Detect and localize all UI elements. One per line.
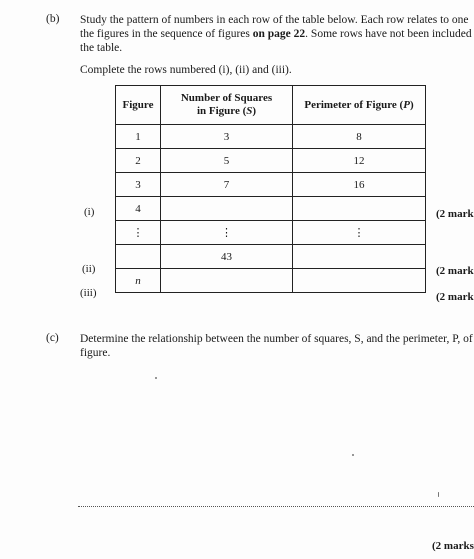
cell-perimeter: 8: [293, 125, 426, 149]
table-header-row: [116, 86, 426, 125]
marks-c: (2 marks: [432, 540, 474, 552]
part-c-line-2: figure.: [80, 347, 111, 359]
header-squares-line1: Number of Squares: [180, 92, 273, 104]
table-row: [116, 125, 426, 149]
table-row-iii: [116, 269, 426, 293]
answer-cell-squares[interactable]: [161, 269, 293, 293]
part-c-line-1: Determine the relationship between the number of squares, S, and the perimeter, P, of: [80, 333, 473, 345]
scan-speck: [352, 454, 354, 456]
header-squares-var: S: [246, 105, 253, 117]
page-reference: on page 22: [252, 28, 306, 40]
answer-line[interactable]: [78, 506, 474, 507]
table-row: [116, 173, 426, 197]
part-b-label: (b): [46, 13, 60, 25]
instruction: Complete the rows numbered (i), (ii) and (iii).: [80, 64, 292, 76]
header-figure: Figure: [116, 86, 161, 125]
part-b-question: [80, 13, 472, 55]
question-line-2-text: the figures in the sequence of figures: [80, 28, 253, 40]
cell-figure: 3: [116, 173, 161, 197]
question-line-1: Study the pattern of numbers in each row of the table below. Each row relates to one: [80, 14, 469, 26]
cell-squares: 43: [161, 245, 293, 269]
row-label-ii: (ii): [82, 263, 96, 275]
row-label-i: (i): [84, 206, 95, 218]
scan-speck: [438, 492, 439, 497]
cell-figure: 2: [116, 149, 161, 173]
table-row-i: [116, 197, 426, 221]
question-line-2: [80, 27, 472, 41]
table-row-ellipsis: [116, 221, 426, 245]
answer-cell-squares[interactable]: [161, 197, 293, 221]
question-line-2-rest: . Some rows have not been included: [305, 28, 472, 40]
cell-perimeter: 12: [293, 149, 426, 173]
header-perimeter: [293, 86, 426, 125]
part-c-question: [80, 332, 473, 360]
header-squares-close: ): [252, 105, 257, 117]
marks-ii: (2 mark: [436, 265, 474, 277]
vertical-ellipsis: ⋮: [116, 221, 161, 245]
marks-i: (2 mark: [436, 208, 474, 220]
header-squares: [161, 86, 293, 125]
header-perimeter-close: ): [409, 98, 414, 111]
cell-perimeter: 16: [293, 173, 426, 197]
answer-cell-perimeter[interactable]: [293, 245, 426, 269]
answer-cell-figure[interactable]: [116, 245, 161, 269]
pattern-table: [115, 85, 426, 293]
cell-squares: 7: [161, 173, 293, 197]
vertical-ellipsis: ⋮: [161, 221, 293, 245]
vertical-ellipsis: ⋮: [293, 221, 426, 245]
answer-cell-perimeter[interactable]: [293, 269, 426, 293]
answer-cell-perimeter[interactable]: [293, 197, 426, 221]
cell-figure: 1: [116, 125, 161, 149]
cell-figure: 4: [116, 197, 161, 221]
cell-squares: 3: [161, 125, 293, 149]
scan-speck: [155, 377, 157, 379]
cell-squares: 5: [161, 149, 293, 173]
table-row: [116, 149, 426, 173]
marks-iii: (2 mark: [436, 291, 474, 303]
row-label-iii: (iii): [80, 287, 97, 299]
question-line-3: the table.: [80, 42, 123, 54]
cell-figure: n: [116, 269, 161, 293]
header-perimeter-text: Perimeter of Figure (: [304, 98, 404, 111]
part-c-label: (c): [46, 332, 59, 344]
header-squares-line2: [161, 105, 292, 118]
header-squares-text: in Figure (: [196, 105, 247, 117]
table-row-ii: [116, 245, 426, 269]
header-perimeter-var: P: [403, 98, 410, 111]
